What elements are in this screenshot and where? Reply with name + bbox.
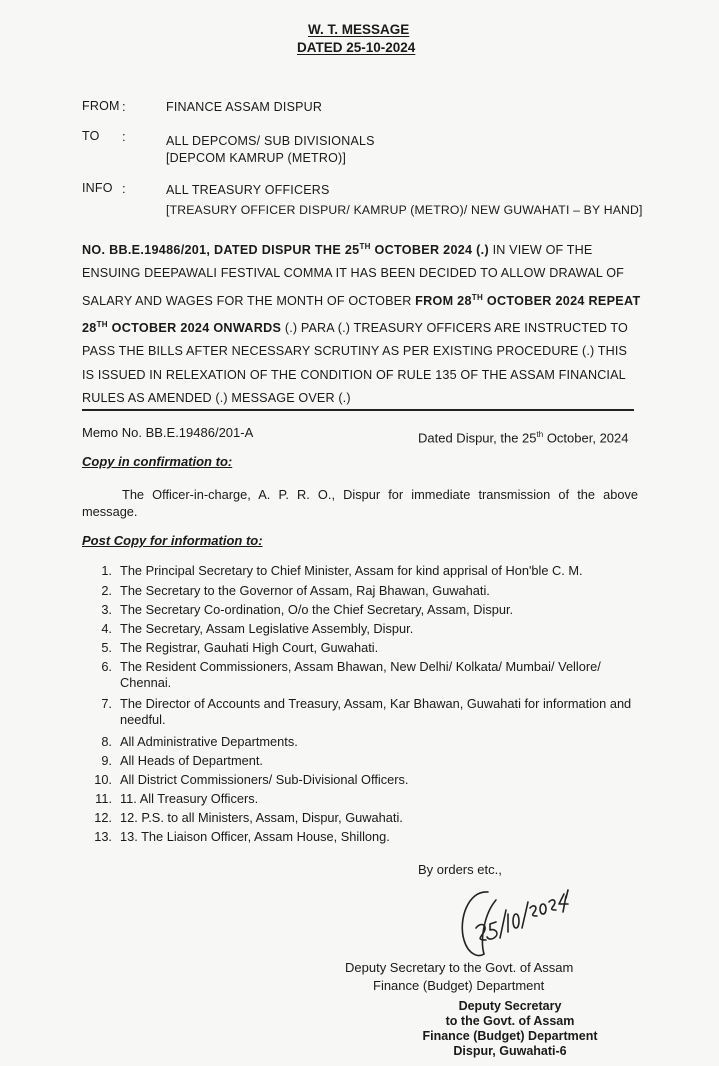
from-value: FINANCE ASSAM DISPUR (166, 100, 323, 114)
signatory-designation: Deputy Secretary to the Govt. of Assam (345, 960, 574, 975)
to-value-line-2: [DEPCOM KAMRUP (METRO)] (166, 151, 347, 165)
confirmation-heading: Copy in confirmation to: (82, 454, 233, 469)
message-reference: NO. BB.E.19486/201, DATED DISPUR THE 25TH OCTOBER 2024 (.) (82, 242, 489, 258)
document-title: W. T. MESSAGE (308, 22, 410, 37)
post-copy-heading: Post Copy for information to: (82, 533, 263, 548)
info-value-line-2: [TREASURY OFFICER DISPUR/ KAMRUP (METRO)/ NEW GUWAHATI – BY HAND] (166, 203, 643, 217)
message-drawal-dates: FROM 28TH OCTOBER 2024 REPEAT 28TH OCTOBER 2024 ONWARDS (82, 292, 641, 336)
separator-rule (82, 409, 634, 411)
message-text-1: IN VIEW OF THE ENSUING DEEPAWALI FESTIVAL COMMA IT HAS BEEN DECIDED TO ALLOW DRAWAL OF SALARY AND WAGES FOR THE MONTH OF OCTOBER (82, 243, 625, 308)
message-text-2: (.) PARA (.) TREASURY OFFICERS ARE INSTRUCTED TO PASS THE BILLS AFTER NECESSARY SCRUTINY AS PER EXISTING PROCEDURE (.) THIS IS ISSUED IN RELEXATION OF THE CONDITION OF RULE 135 OF THE ASSAM FINANCIAL RULES AS AMENDED (.) MESSAGE OVER (.) (82, 321, 628, 405)
by-orders: By orders etc., (418, 862, 502, 877)
handwritten-signature (440, 880, 580, 970)
from-label: FROM (82, 99, 120, 113)
message-paragraph (82, 235, 642, 410)
official-stamp: Deputy Secretary to the Govt. of Assam Finance (Budget) Department Dispur, Guwahati-6 (422, 999, 598, 1058)
memo-dated: Dated Dispur, the 25th October, 2024 (418, 430, 629, 446)
signatory-department: Finance (Budget) Department (373, 978, 545, 993)
to-value-line-1: ALL DEPCOMS/ SUB DIVISIONALS (166, 134, 375, 148)
memo-number: Memo No. BB.E.19486/201-A (82, 425, 254, 440)
from-colon: : (122, 99, 126, 114)
confirmation-text: The Officer-in-charge, A. P. R. O., Dispur for immediate transmission of the above message. (82, 487, 638, 519)
info-value-line-1: ALL TREASURY OFFICERS (166, 183, 330, 197)
document-date: DATED 25-10-2024 (297, 40, 416, 55)
to-label: TO (82, 129, 100, 143)
info-colon: : (122, 181, 126, 196)
info-label: INFO (82, 181, 113, 195)
to-colon: : (122, 129, 126, 144)
